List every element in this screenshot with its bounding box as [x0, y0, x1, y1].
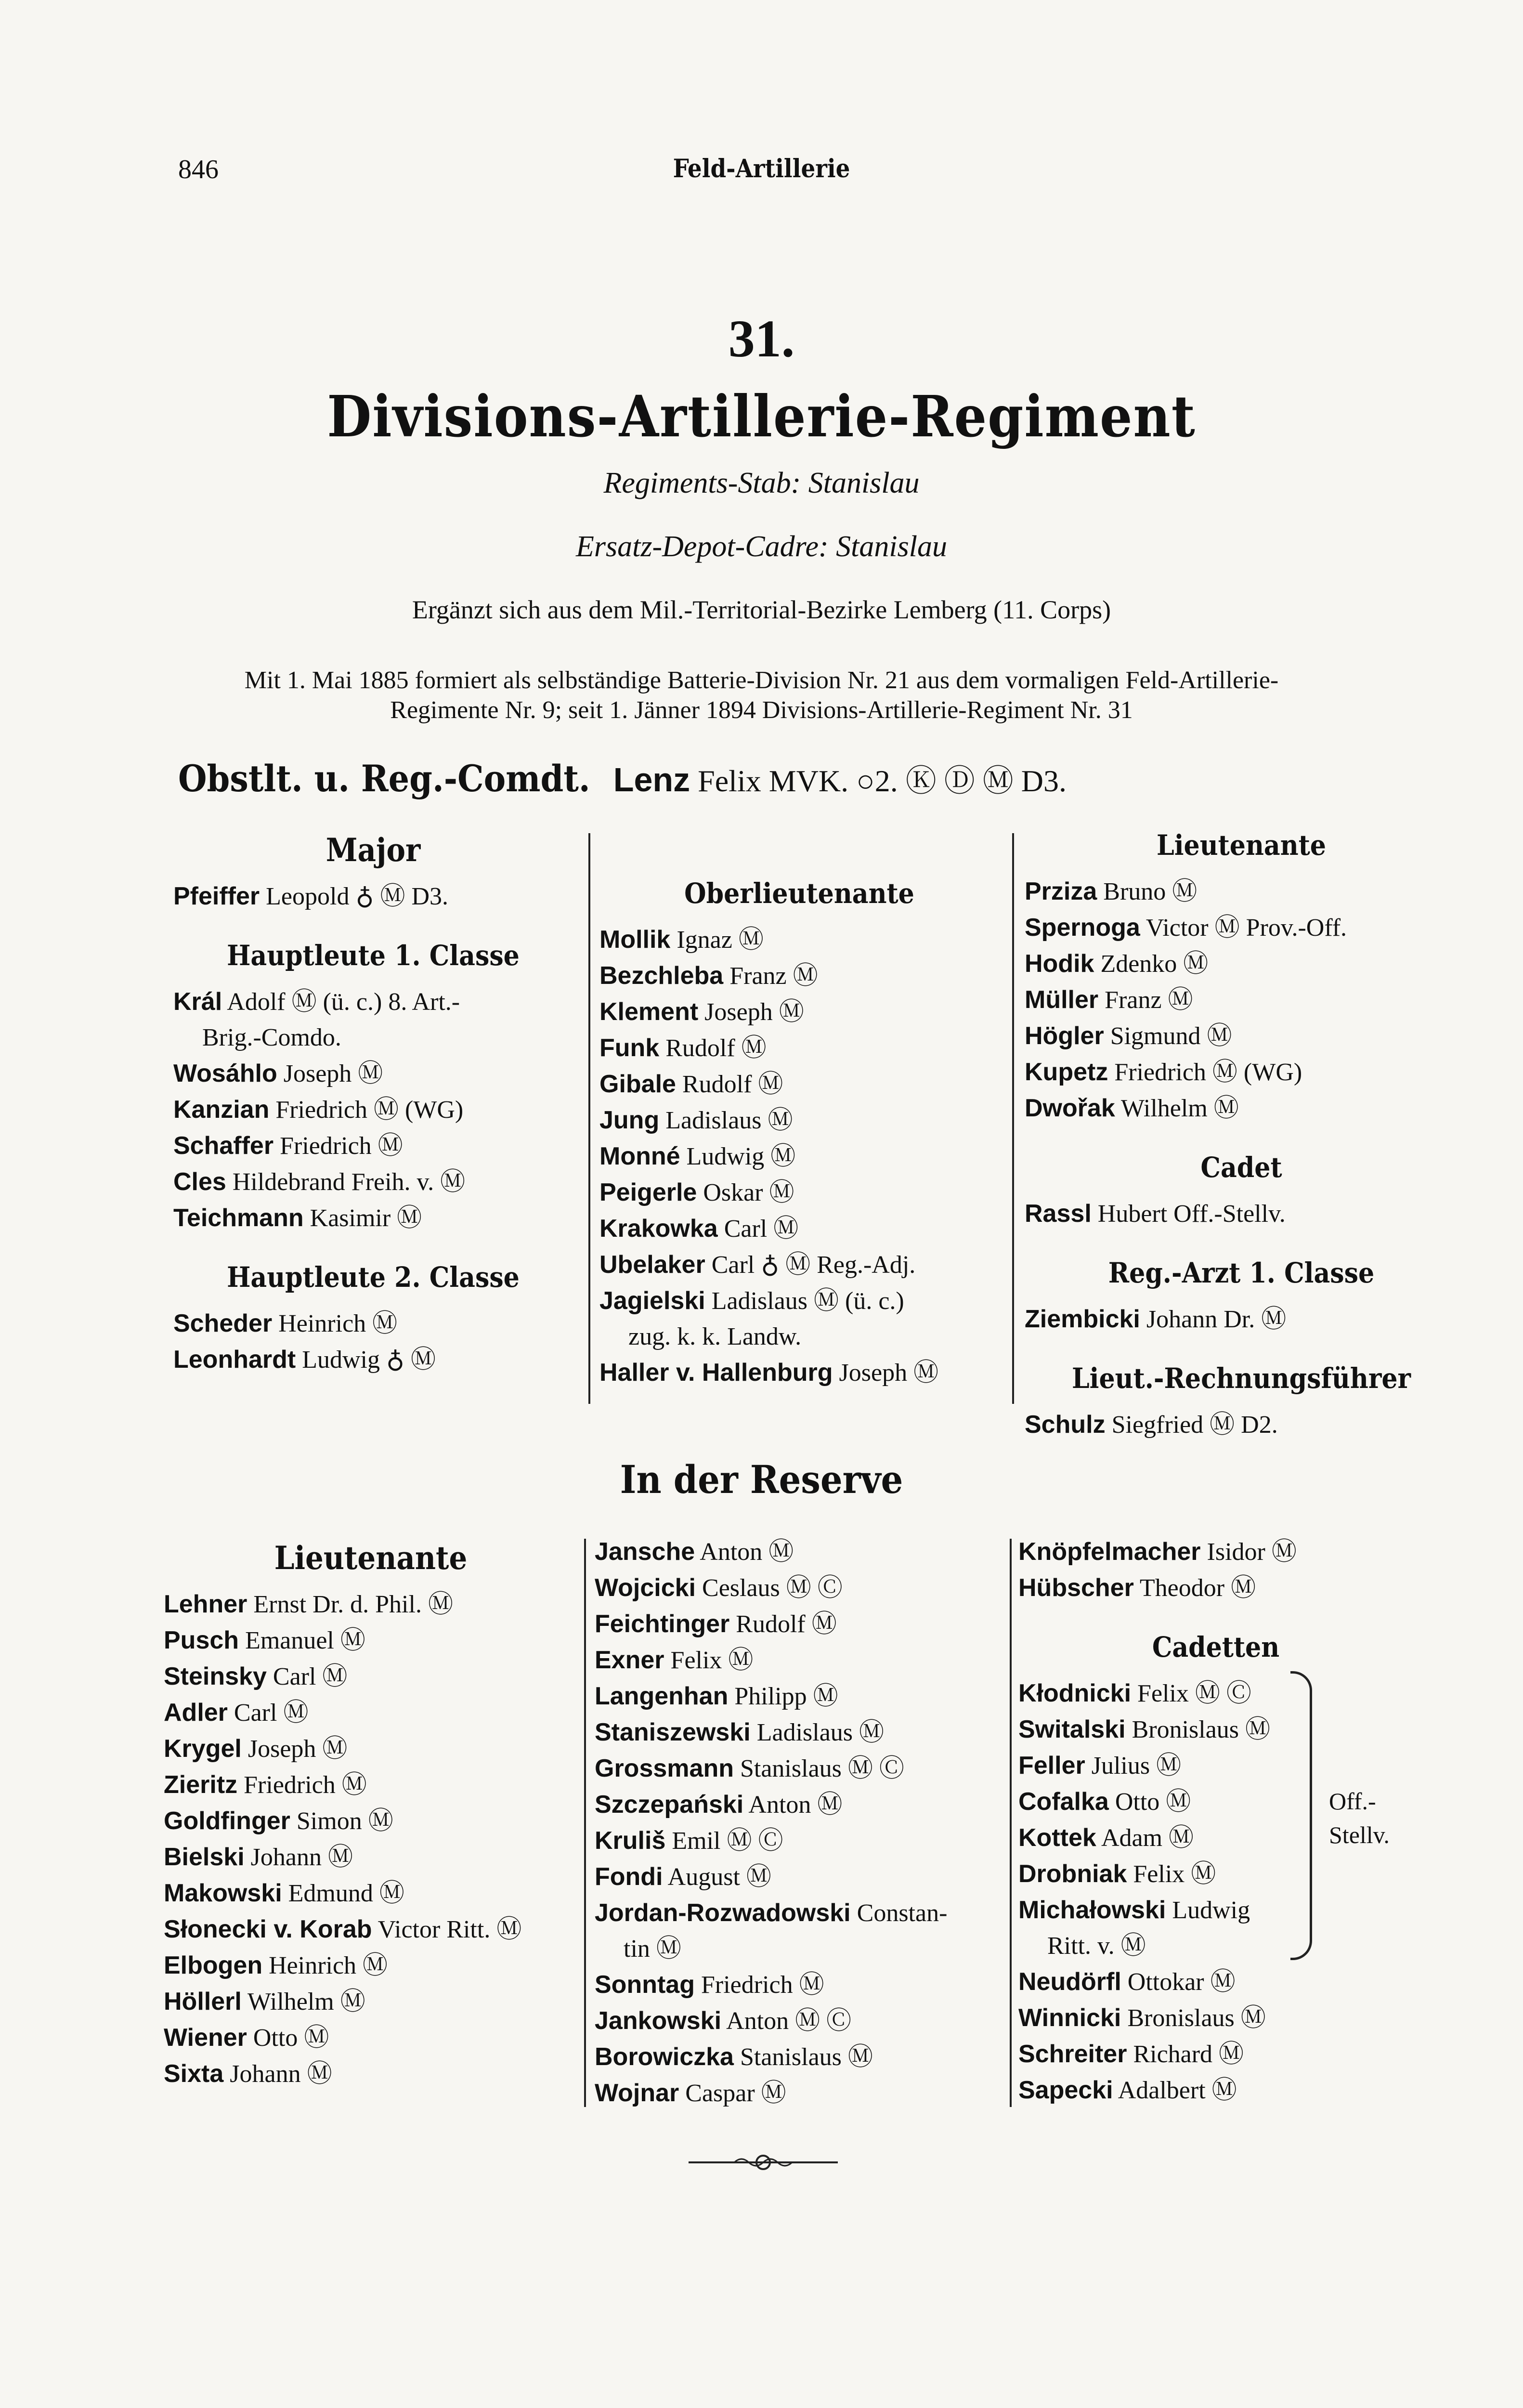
person-details: Stanislaus Ⓜ Ⓒ	[740, 1755, 904, 1782]
person-surname: Lehner	[164, 1590, 247, 1618]
list-item	[595, 1859, 1004, 1895]
list-item	[164, 1875, 578, 1911]
list-item	[599, 1139, 999, 1175]
person-surname: Leonhardt	[173, 1346, 296, 1374]
person-surname: Prziza	[1025, 877, 1097, 905]
person-surname: Jordan-Rozwadowski	[595, 1899, 851, 1927]
person-details: Ottokar Ⓜ	[1127, 1968, 1236, 1996]
person-details: Wilhelm Ⓜ	[247, 1988, 365, 2015]
person-surname: Ziembicki	[1025, 1305, 1140, 1333]
person-surname: Borowiczka	[595, 2043, 734, 2071]
person-details: Sigmund Ⓜ	[1110, 1022, 1232, 1050]
list-item	[1018, 1534, 1413, 1570]
list-item	[164, 1911, 578, 1948]
list-item	[1018, 1570, 1413, 1606]
list-item	[164, 1767, 578, 1803]
cadet-brace	[1290, 1671, 1312, 1960]
reserve-column-1	[164, 1536, 578, 2092]
list-item	[1018, 1748, 1413, 1784]
list-item	[164, 1586, 578, 1623]
person-surname: Müller	[1025, 986, 1099, 1014]
list-item	[599, 1211, 999, 1247]
person-details: Anton Ⓜ	[748, 1791, 843, 1819]
column-divider	[1010, 1539, 1012, 2107]
list-item	[164, 1803, 578, 1839]
list-item	[595, 1678, 1004, 1714]
list-item	[595, 2075, 1004, 2111]
list-item	[595, 1534, 1004, 1570]
list-item	[595, 1714, 1004, 1751]
person-surname: Haller v. Hallenburg	[599, 1359, 833, 1387]
person-surname: Wojcicki	[595, 1574, 696, 1602]
person-details: Carl ♁ Ⓜ Reg.-Adj.	[711, 1251, 916, 1279]
person-surname: Höllerl	[164, 1988, 242, 2015]
person-details: Bronislaus Ⓜ	[1127, 2004, 1266, 2032]
list-item	[599, 1247, 999, 1283]
person-surname: Słonecki v. Korab	[164, 1915, 372, 1943]
person-details: Ludwig	[1172, 1897, 1250, 1924]
person-surname: Gibale	[599, 1070, 676, 1098]
person-surname: Sapecki	[1018, 2076, 1113, 2104]
person-surname: Langenhan	[595, 1682, 729, 1710]
history-note	[0, 666, 1523, 725]
list-item	[1018, 1964, 1413, 2000]
person-details: tin Ⓜ	[624, 1935, 681, 1963]
list-item	[1025, 982, 1458, 1018]
person-surname: Adler	[164, 1699, 228, 1727]
list-item	[1025, 1196, 1458, 1232]
person-surname: Schaffer	[173, 1132, 274, 1160]
active-column-1	[173, 828, 573, 1378]
list-item	[173, 1092, 573, 1128]
running-header: Feld-Artillerie	[673, 154, 850, 183]
person-details: Hubert Off.-Stellv.	[1097, 1200, 1286, 1228]
person-details: Otto Ⓜ	[253, 2024, 329, 2052]
person-details: Friedrich Ⓜ	[280, 1132, 403, 1160]
person-surname: Sonntag	[595, 1971, 695, 1999]
person-surname: Jankowski	[595, 2007, 722, 2035]
list-item	[164, 1659, 578, 1695]
list-item	[1025, 1018, 1458, 1054]
section-heading: Hauptleute 2. Classe	[227, 1261, 520, 1294]
person-surname: Cles	[173, 1168, 226, 1196]
person-details: Edmund Ⓜ	[288, 1880, 404, 1907]
person-details: Heinrich Ⓜ	[278, 1310, 398, 1337]
list-item	[1018, 1712, 1413, 1748]
person-surname: Sixta	[164, 2060, 224, 2088]
list-item	[599, 1283, 999, 1319]
person-details: August Ⓜ	[667, 1863, 771, 1891]
list-item	[173, 878, 573, 915]
person-surname: Jagielski	[599, 1287, 705, 1315]
person-details: Constan-	[857, 1899, 948, 1927]
list-item-continuation	[595, 1931, 1004, 1967]
person-details: Siegfried Ⓜ D2.	[1111, 1411, 1278, 1439]
person-details: Johann Dr. Ⓜ	[1146, 1306, 1287, 1333]
cadet-note: Off.-Stellv.	[1329, 1788, 1390, 1848]
person-details: Ladislaus Ⓜ	[665, 1107, 793, 1134]
person-details: Ladislaus Ⓜ	[756, 1719, 885, 1746]
person-details: Wilhelm Ⓜ	[1120, 1095, 1239, 1122]
list-item	[164, 2020, 578, 2056]
depot-cadre: Ersatz-Depot-Cadre: Stanislau	[576, 530, 947, 563]
person-details: Carl Ⓜ	[724, 1215, 799, 1243]
person-details: Stanislaus Ⓜ	[740, 2043, 873, 2071]
person-surname: Feller	[1018, 1752, 1085, 1780]
person-surname: Drobniak	[1018, 1860, 1127, 1888]
person-details: Friedrich Ⓜ (WG)	[275, 1096, 464, 1124]
column-divider	[1012, 833, 1014, 1404]
list-item	[1025, 1090, 1458, 1126]
list-item	[595, 1823, 1004, 1859]
person-details: Isidor Ⓜ	[1207, 1538, 1297, 1566]
list-item	[595, 1787, 1004, 1823]
section-heading: Reg.-Arzt 1. Classe	[1108, 1256, 1375, 1289]
person-details: Kasimir Ⓜ	[310, 1204, 422, 1232]
person-details: Joseph Ⓜ	[247, 1735, 348, 1763]
person-surname: Wosáhlo	[173, 1060, 277, 1087]
person-details: Emanuel Ⓜ	[245, 1627, 365, 1654]
person-surname: Winnicki	[1018, 2004, 1121, 2032]
person-details: Zdenko Ⓜ	[1100, 950, 1209, 978]
history-line-1: Mit 1. Mai 1885 formiert als selbständige Batterie-Division Nr. 21 aus dem vormaligen Feld-Artillerie-	[244, 667, 1279, 694]
person-surname: Exner	[595, 1646, 664, 1674]
regiment-title: Divisions-Artillerie-Regiment	[327, 383, 1196, 450]
list-item	[164, 1623, 578, 1659]
list-item	[1018, 1856, 1413, 1892]
person-surname: Kruliš	[595, 1827, 666, 1855]
list-item-continuation	[1018, 1928, 1413, 1964]
person-surname: Jansche	[595, 1538, 695, 1566]
person-details: Friedrich Ⓜ (WG)	[1114, 1059, 1302, 1086]
person-surname: Rassl	[1025, 1200, 1092, 1228]
person-details: Adolf Ⓜ (ü. c.) 8. Art.-	[227, 988, 460, 1016]
list-item	[164, 1839, 578, 1875]
section-heading: Cadetten	[1152, 1631, 1280, 1663]
person-details: Rudolf Ⓜ	[665, 1034, 767, 1062]
person-details: Felix Ⓜ	[1133, 1860, 1216, 1888]
list-item	[164, 1948, 578, 1984]
list-item	[599, 994, 999, 1030]
person-details: Richard Ⓜ	[1133, 2041, 1244, 2068]
list-item	[173, 1128, 573, 1164]
person-surname: Steinsky	[164, 1662, 267, 1690]
list-item	[173, 1342, 573, 1378]
person-details: Carl Ⓜ	[234, 1699, 309, 1727]
person-details: Otto Ⓜ	[1115, 1788, 1191, 1816]
list-item	[1018, 1892, 1413, 1928]
list-item	[599, 1175, 999, 1211]
person-details: Ritt. v. Ⓜ	[1047, 1932, 1146, 1960]
section-heading: Major	[325, 831, 421, 869]
person-surname: Ubelaker	[599, 1251, 705, 1279]
list-item	[1018, 2000, 1413, 2036]
list-item	[595, 1751, 1004, 1787]
person-details: Carl Ⓜ	[273, 1663, 348, 1690]
list-item	[595, 1642, 1004, 1678]
recruitment-line: Ergänzt sich aus dem Mil.-Territorial-Bezirke Lemberg (11. Corps)	[412, 595, 1111, 624]
history-line-2: Regimente Nr. 9; seit 1. Jänner 1894 Divisions-Artillerie-Regiment Nr. 31	[390, 696, 1133, 724]
person-surname: Switalski	[1018, 1715, 1126, 1743]
person-details: Emil Ⓜ Ⓒ	[672, 1827, 783, 1855]
person-surname: Dwořak	[1025, 1094, 1115, 1122]
list-item	[1025, 874, 1458, 910]
section-heading: Lieutenante	[274, 1539, 468, 1577]
person-details: Friedrich Ⓜ	[701, 1971, 824, 1999]
section-heading: Hauptleute 1. Classe	[227, 939, 520, 972]
person-surname: Bielski	[164, 1843, 245, 1871]
list-item	[1018, 2036, 1413, 2072]
person-surname: Wojnar	[595, 2079, 679, 2107]
person-details: Ernst Dr. d. Phil. Ⓜ	[253, 1591, 453, 1618]
reserve-column-2	[595, 1534, 1004, 2111]
person-details: Bruno Ⓜ	[1103, 878, 1198, 905]
section-heading: Cadet	[1200, 1151, 1282, 1184]
person-details: Johann Ⓜ	[250, 1844, 353, 1871]
person-details: Anton Ⓜ Ⓒ	[726, 2007, 852, 2035]
list-item-continuation	[173, 1020, 573, 1056]
list-item	[1025, 910, 1458, 946]
person-surname: Kottek	[1018, 1824, 1096, 1852]
person-details: Victor Ⓜ Prov.-Off.	[1146, 914, 1347, 942]
person-surname: Hübscher	[1018, 1574, 1134, 1602]
person-surname: Kłodnicki	[1018, 1679, 1132, 1707]
person-surname: Makowski	[164, 1879, 282, 1907]
person-details: Joseph Ⓜ	[283, 1060, 383, 1087]
person-details: Bronislaus Ⓜ	[1132, 1716, 1271, 1743]
list-item	[595, 1606, 1004, 1642]
list-item	[173, 1200, 573, 1236]
person-details: Simon Ⓜ	[296, 1807, 393, 1835]
person-details: Caspar Ⓜ	[685, 2080, 786, 2107]
person-details: Rudolf Ⓜ	[736, 1610, 837, 1638]
person-surname: Teichmann	[173, 1204, 304, 1232]
person-surname: Monné	[599, 1142, 680, 1170]
person-surname: Kupetz	[1025, 1058, 1108, 1086]
regiment-number: 31.	[728, 309, 795, 368]
person-details: Ignaz Ⓜ	[677, 926, 764, 954]
list-item	[164, 1695, 578, 1731]
person-details: zug. k. k. Landw.	[628, 1323, 802, 1350]
commander-surname: Lenz	[613, 761, 690, 798]
person-details: Franz Ⓜ	[729, 962, 818, 990]
person-surname: Bezchleba	[599, 962, 724, 990]
person-details: Joseph Ⓜ	[704, 998, 804, 1026]
list-item	[1025, 946, 1458, 982]
person-surname: Krygel	[164, 1735, 242, 1763]
person-surname: Spernoga	[1025, 914, 1140, 942]
person-details: Felix Ⓜ	[670, 1647, 754, 1674]
list-item	[164, 1984, 578, 2020]
list-item	[164, 1731, 578, 1767]
person-details: Ludwig ♁ Ⓜ	[302, 1346, 436, 1374]
person-details: Ceslaus Ⓜ Ⓒ	[702, 1574, 843, 1602]
section-heading: Oberlieutenante	[684, 877, 914, 910]
commander-rank: Obstlt. u. Reg.-Comdt.	[178, 757, 590, 800]
ornament-divider	[689, 2153, 838, 2172]
list-item	[599, 1030, 999, 1066]
person-surname: Staniszewski	[595, 1718, 751, 1746]
person-details: Heinrich Ⓜ	[269, 1952, 388, 1979]
person-details: Anton Ⓜ	[700, 1538, 794, 1566]
active-column-3	[1025, 824, 1458, 1443]
list-item	[1025, 1407, 1458, 1443]
person-details: Victor Ritt. Ⓜ	[377, 1916, 522, 1943]
person-details: Oskar Ⓜ	[703, 1179, 794, 1206]
list-item	[173, 984, 573, 1020]
list-item	[1025, 1301, 1458, 1337]
list-item	[599, 1066, 999, 1102]
person-surname: Fondi	[595, 1863, 663, 1891]
person-surname: Goldfinger	[164, 1807, 290, 1835]
list-item	[595, 2039, 1004, 2075]
person-surname: Wiener	[164, 2024, 247, 2052]
list-item-continuation	[599, 1319, 999, 1355]
person-surname: Hodik	[1025, 950, 1094, 978]
person-surname: Funk	[599, 1034, 660, 1062]
person-details: Johann Ⓜ	[230, 2060, 332, 2088]
person-surname: Elbogen	[164, 1951, 263, 1979]
list-item	[599, 1355, 999, 1391]
person-details: Julius Ⓜ	[1091, 1752, 1182, 1780]
person-surname: Král	[173, 988, 222, 1016]
list-item	[595, 1967, 1004, 2003]
list-item	[1018, 1675, 1413, 1712]
column-divider	[588, 833, 590, 1404]
person-surname: Neudörfl	[1018, 1968, 1121, 1996]
person-details: Leopold ♁ Ⓜ D3.	[266, 883, 449, 910]
list-item	[173, 1056, 573, 1092]
person-surname: Knöpfelmacher	[1018, 1538, 1201, 1566]
section-heading: Lieutenante	[1157, 829, 1326, 862]
person-details: Philipp Ⓜ	[734, 1683, 838, 1710]
commander-details: Felix MVK. ○2. Ⓚ Ⓓ Ⓜ D3.	[698, 764, 1067, 798]
person-surname: Feichtinger	[595, 1610, 730, 1638]
person-details: Brig.-Comdo.	[202, 1024, 341, 1051]
person-surname: Schulz	[1025, 1411, 1106, 1439]
person-surname: Cofalka	[1018, 1788, 1109, 1816]
column-divider	[584, 1539, 586, 2107]
person-details: Felix Ⓜ Ⓒ	[1137, 1680, 1251, 1707]
person-details: Joseph Ⓜ	[839, 1359, 939, 1387]
active-column-2	[599, 872, 999, 1391]
list-item	[164, 2056, 578, 2092]
regiment-staff: Regiments-Stab: Stanislau	[603, 467, 920, 499]
list-item	[599, 958, 999, 994]
reserve-title: In der Reserve	[620, 1457, 903, 1502]
person-surname: Krakowka	[599, 1215, 718, 1243]
list-item	[173, 1164, 573, 1200]
person-details: Hildebrand Freih. v. Ⓜ	[232, 1168, 466, 1196]
person-surname: Pfeiffer	[173, 882, 260, 910]
person-surname: Klement	[599, 998, 699, 1026]
person-details: Franz Ⓜ	[1105, 986, 1193, 1014]
person-surname: Szczepański	[595, 1791, 744, 1819]
person-surname: Grossmann	[595, 1754, 734, 1782]
list-item	[599, 922, 999, 958]
person-details: Friedrich Ⓜ	[244, 1771, 367, 1799]
person-surname: Högler	[1025, 1022, 1104, 1050]
list-item	[1018, 2072, 1413, 2108]
list-item	[1025, 1054, 1458, 1090]
person-details: Rudolf Ⓜ	[682, 1071, 783, 1098]
section-heading: Lieut.-Rechnungsführer	[1071, 1362, 1411, 1395]
person-details: Ladislaus Ⓜ (ü. c.)	[711, 1287, 904, 1315]
list-item	[595, 1895, 1004, 1931]
commander-line	[178, 756, 1067, 800]
person-details: Ludwig Ⓜ	[686, 1143, 796, 1170]
person-details: Theodor Ⓜ	[1139, 1574, 1256, 1602]
person-details: Adam Ⓜ	[1101, 1824, 1194, 1852]
person-surname: Zieritz	[164, 1771, 238, 1799]
page-number: 846	[178, 155, 219, 184]
list-item	[595, 1570, 1004, 1606]
list-item	[599, 1102, 999, 1139]
person-surname: Michałowski	[1018, 1896, 1166, 1924]
person-surname: Schreiter	[1018, 2040, 1127, 2068]
person-surname: Jung	[599, 1106, 660, 1134]
list-item	[173, 1306, 573, 1342]
person-surname: Pusch	[164, 1626, 239, 1654]
person-surname: Mollik	[599, 926, 671, 954]
person-surname: Scheder	[173, 1309, 273, 1337]
person-surname: Peigerle	[599, 1178, 697, 1206]
person-details: Adalbert Ⓜ	[1118, 2077, 1237, 2104]
person-surname: Kanzian	[173, 1096, 270, 1124]
list-item	[595, 2003, 1004, 2039]
